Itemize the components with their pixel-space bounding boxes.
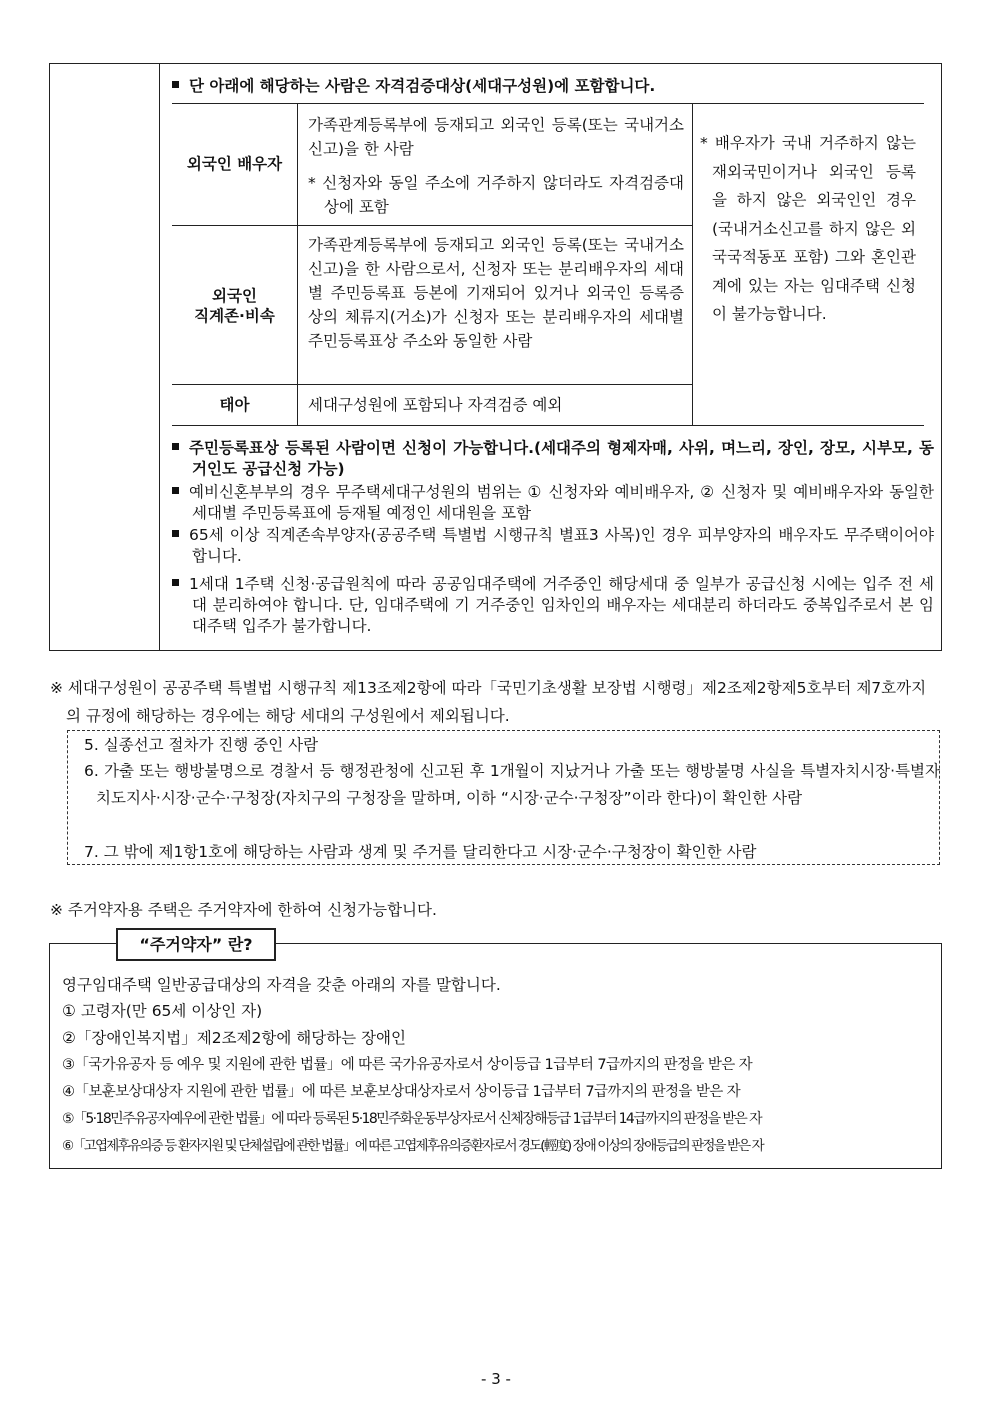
side-note: * 배우자가 국내 거주하지 않는 재외국민이거나 외국인 등록을 하지 않은 외국인인 경우(국내거소신고를 하지 않은 외국국적동포 포함) 그와 혼인관계에 있는 자는 임대주택 신청이 불가능합니다.: [700, 134, 916, 323]
label-column-divider: [297, 103, 298, 425]
row-subnote-foreign-spouse: * 신청자와 동일 주소에 거주하지 않더라도 자격검증대상에 포함: [308, 174, 684, 216]
page-number: - 3 -: [481, 1370, 511, 1388]
row-text-fetus: 세대구성원에 포함되나 자격검증 예외: [308, 396, 563, 414]
definition-item: ②「장애인복지법」제2조제2항에 해당하는 장애인: [62, 1029, 406, 1047]
definition-intro: 영구임대주택 일반공급대상의 자격을 갖춘 아래의 자를 말합니다.: [62, 976, 501, 994]
left-column-divider: [159, 63, 160, 651]
definition-item: ⑤「5·18민주유공자예우에 관한 법률」에 따라 등록된 5·18민주화운동부상자로서 신체장해등급 1급부터 14급까지의 판정을 받은 자: [62, 1111, 761, 1127]
definition-item: ④「보훈보상대상자 지원에 관한 법률」에 따른 보훈보상대상자로서 상이등급 1급부터 7급까지의 판정을 받은 자: [62, 1084, 741, 1100]
weak-housing-note: ※ 주거약자용 주택은 주거약자에 한하여 신청가능합니다.: [50, 901, 437, 919]
definition-item: ① 고령자(만 65세 이상인 자): [62, 1002, 263, 1020]
definition-title: “주거약자” 란?: [116, 928, 276, 961]
exclusion-item: 6. 가출 또는 행방불명으로 경찰서 등 행정관청에 신고된 후 1개월이 지났거나 가출 또는 행방불명 사실을 특별자치시장·특별자치도지사·시장·군수·구청장(자치구의 구청장을 말하며, 이하 “시장·군수·구청장”이라 한다)이 확인한 사람: [84, 762, 940, 807]
row-label-line: 외국인: [212, 287, 257, 305]
exclusion-note: ※ 세대구성원이 공공주택 특별법 시행규칙 제13조제2항에 따라「국민기초생활 보장법 시행령」제2조제2항제5호부터 제7호까지의 규정에 해당하는 경우에는 해당 세대의 구성원에서 제외됩니다.: [50, 679, 927, 725]
header-bullet: 단 아래에 해당하는 사람은 자격검증대상(세대구성원)에 포함합니다.: [172, 76, 932, 97]
row-divider-1: [172, 225, 692, 226]
bullet-item: 주민등록표상 등록된 사람이면 신청이 가능합니다.(세대주의 형제자매, 사위, 며느리, 장인, 장모, 시부모, 동거인도 공급신청 가능): [172, 438, 934, 480]
row-text-foreign-family: 가족관계등록부에 등재되고 외국인 등록(또는 국내거소신고)을 한 사람으로서, 신청자 또는 분리배우자의 세대별 주민등록표 등본에 기재되어 있거나 외국인 등록증 상의 체류지(거소)가 신청자 또는 분리배우자의 세대별 주민등록표상 주소와 동일한 사람: [308, 236, 684, 350]
row-label-foreign-spouse: 외국인 배우자: [186, 155, 283, 173]
exclusion-item: 5. 실종선고 절차가 진행 중인 사람: [84, 736, 319, 754]
bullet-item: 예비신혼부부의 경우 무주택세대구성원의 범위는 ① 신청자와 예비배우자, ② 신청자 및 예비배우자와 동일한 세대별 주민등록표에 등재될 예정인 세대원을 포함: [172, 482, 934, 524]
row-label-line: 직계존·비속: [194, 307, 275, 325]
square-bullet-icon: [172, 81, 179, 88]
exclusion-item: 7. 그 밖에 제1항1호에 해당하는 사람과 생계 및 주거를 달리한다고 시장·군수·구청장이 확인한 사람: [84, 843, 757, 861]
row-divider-2: [172, 384, 692, 385]
square-bullet-icon: [172, 487, 179, 494]
square-bullet-icon: [172, 579, 179, 586]
bullet-item: 65세 이상 직계존속부양자(공공주택 특별법 시행규칙 별표3 사목)인 경우 피부양자의 배우자도 무주택이어야 합니다.: [172, 525, 934, 567]
square-bullet-icon: [172, 443, 179, 450]
bullet-item: 1세대 1주택 신청·공급원칙에 따라 공공임대주택에 거주중인 해당세대 중 일부가 공급신청 시에는 입주 전 세대 분리하여야 합니다. 단, 임대주택에 기 거주중인 임차인의 배우자는 세대분리 하더라도 중복입주로서 본 임대주택 입주가 불가합니다.: [172, 574, 934, 637]
note-column-divider: [692, 103, 693, 425]
table-bottom-border: [172, 425, 924, 426]
definition-item: ③「국가유공자 등 예우 및 지원에 관한 법률」에 따른 국가유공자로서 상이등급 1급부터 7급까지의 판정을 받은 자: [62, 1057, 753, 1073]
row-label-fetus: 태아: [219, 396, 250, 414]
definition-item: ⑥「고엽제후유의증 등 환자지원 및 단체설립에 관한 법률」에 따른 고엽제후유의증환자로서 경도(輕度) 장애 이상의 장애등급의 판정을 받은 자: [62, 1138, 763, 1154]
square-bullet-icon: [172, 530, 179, 537]
row-text-foreign-spouse: 가족관계등록부에 등재되고 외국인 등록(또는 국내거소신고)을 한 사람: [308, 116, 684, 158]
table-top-border: [172, 103, 924, 104]
row-label-foreign-family: [172, 286, 297, 326]
